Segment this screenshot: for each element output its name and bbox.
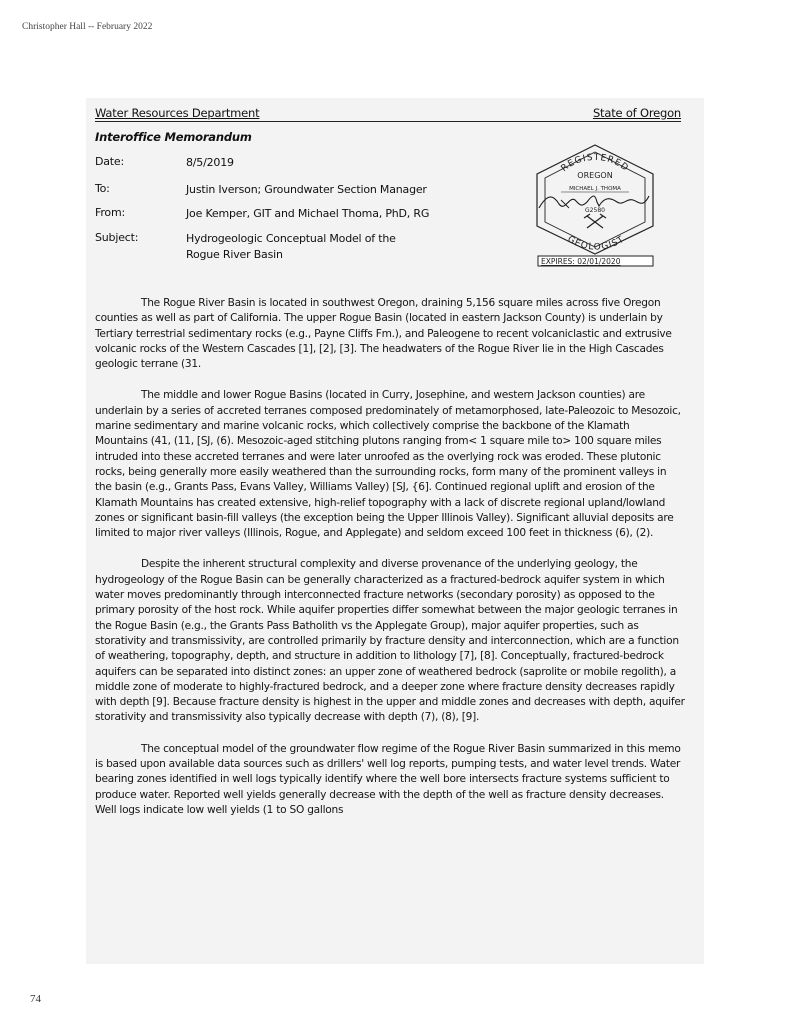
stamp-name-text: MICHAEL J. THOMA (569, 186, 621, 192)
from-label: From: (95, 206, 125, 219)
running-header: Christopher Hall -- February 2022 (22, 22, 153, 32)
expiry-text: EXPIRES: 02/01/2020 (541, 257, 621, 266)
body-paragraph: The middle and lower Rogue Basins (located in Curry, Josephine, and western Jackson counties) are underlain by a series of accreted terranes composed predominately of metamorphosed, late-Paleozoic to Mesozoic, marine sedimentary and marine volcanic rocks, which collectively comprise the backbone of the Klamath Mountains (41, (11, [SJ, (6). Mesozoic-aged stitching plutons ranging from< 1 square mile to> 100 square miles intruded into these accreted terranes and were later unroofed as the overlying rock was eroded. These plutonic rocks, being generally more easily weathered than the surrounding rocks, form many of the prominent valleys in the basin (e.g., Grants Pass, Evans Valley, Williams Valley) [SJ, {6]. Continued regional uplift and erosion of the Klamath Mountains has created extensive, high-relief topography with a lack of discrete regional upland/lowland zones or significant basin-fill valleys (the exception being the Upper Illinois Valley). Significant alluvial deposits are limited to major river valleys (Illinois, Rogue, and Applegate) and seldom exceed 100 feet in thickness (6), (2). (95, 389, 681, 540)
to-value: Justin Iverson; Groundwater Section Manager (186, 183, 427, 196)
registered-geologist-stamp (535, 142, 655, 267)
stamp-geologist-text: GEOLOGIST (565, 234, 627, 253)
stamp-number-text: G2580 (585, 207, 605, 214)
memo-body (95, 296, 685, 834)
date-label: Date: (95, 155, 124, 168)
stamp-registered-text: REGISTERED (559, 152, 631, 174)
memo-header-rule (95, 106, 681, 122)
state-name: State of Oregon (592, 106, 681, 120)
from-value: Joe Kemper, GIT and Michael Thoma, PhD, RG (186, 207, 430, 220)
hammer-icon (584, 214, 606, 228)
department-name: Water Resources Department (95, 106, 260, 120)
memo-type: Interoffice Memorandum (95, 130, 252, 144)
body-paragraph: The conceptual model of the groundwater flow regime of the Rogue River Basin summarized in this memo is based upon available data sources such as drillers' well log reports, pumping tests, and water level trends. Water bearing zones identified in well logs typically identify where the well bore intersects fracture systems sufficient to produce water. Reported well yields generally decrease with the depth of the well as fracture density decreases. Well logs indicate low well yields (1 to SO gallons (95, 742, 681, 816)
stamp-state-text: OREGON (577, 171, 613, 180)
body-paragraph: Despite the inherent structural complexity and diverse provenance of the underlying geology, the hydrogeology of the Rogue Basin can be generally characterized as a fractured-bedrock aquifer system in which water moves predominantly through interconnected fracture networks (secondary porosity) as opposed to the primary porosity of the host rock. While aquifer properties differ somewhat between the major geologic terranes in the Rogue Basin (e.g., the Grants Pass Batholith vs the Applegate Group), major aquifer properties, such as storativity and transmissivity, are controlled primarily by fracture density and interconnection, which are a function of weathering, topography, depth, and structure in addition to lithology [7], [8]. Conceptually, fractured-bedrock aquifers can be separated into distinct zones: an upper zone of weathered bedrock (saprolite or mobile regolith), a middle zone of moderate to highly-fractured bedrock, and a deeper zone where fracture density decreases rapidly with depth [9]. Because fracture density is highest in the upper and middle zones and decreases with depth, aquifer storativity and transmissivity also typically decrease with depth (7), (8), [9]. (95, 558, 685, 724)
subject-label: Subject: (95, 231, 139, 244)
subject-value: Hydrogeologic Conceptual Model of the Rogue River Basin (186, 232, 396, 261)
to-label: To: (95, 182, 110, 195)
body-paragraph: The Rogue River Basin is located in southwest Oregon, draining 5,156 square miles across five Oregon counties as well as part of California. The upper Rogue Basin (located in eastern Jackson County) is underlain by Tertiary terrestrial sedimentary rocks (e.g., Payne Cliffs Fm.), and Paleogene to recent volcaniclastic and extrusive volcanic rocks of the Western Cascades [1], [2], [3]. The headwaters of the Rogue River lie in the High Cascades geologic terrane (31. (95, 297, 672, 371)
date-value: 8/5/2019 (186, 156, 234, 169)
page-number: 74 (30, 993, 41, 1005)
